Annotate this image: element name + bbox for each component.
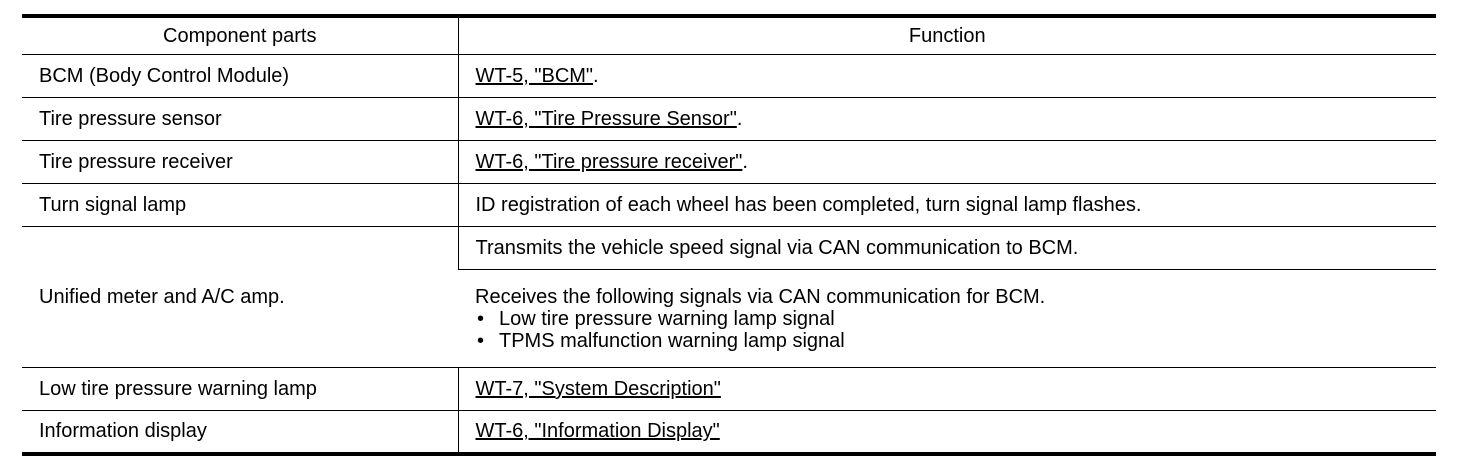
component-table-wrapper: [22, 14, 1436, 456]
reference-link[interactable]: WT-7, "System Description": [475, 378, 721, 400]
function-cell: [458, 55, 1436, 98]
table-row: [22, 141, 1436, 184]
link-suffix: .: [593, 65, 599, 87]
function-cell: [458, 141, 1436, 184]
list-item: [475, 330, 1436, 352]
component-cell: Unified meter and A/C amp.: [22, 227, 458, 368]
bullet-icon: •: [477, 329, 485, 352]
table-header-row: [22, 16, 1436, 55]
link-suffix: .: [742, 151, 748, 173]
reference-link[interactable]: WT-5, "BCM": [475, 65, 594, 87]
table-row: [22, 98, 1436, 141]
component-cell: Information display: [22, 411, 458, 454]
table-row: [22, 368, 1436, 411]
function-cell: [458, 270, 1436, 368]
table-row: [22, 55, 1436, 98]
header-function: Function: [458, 16, 1436, 55]
function-cell: [458, 411, 1436, 454]
bullet-icon: •: [477, 307, 485, 330]
component-function-table: [22, 14, 1436, 456]
function-intro-text: Receives the following signals via CAN communication for BCM.: [475, 285, 1046, 308]
reference-link[interactable]: WT-6, "Tire Pressure Sensor": [475, 108, 737, 130]
function-cell: ID registration of each wheel has been completed, turn signal lamp flashes.: [458, 184, 1436, 227]
signal-list: [475, 308, 1436, 352]
component-cell: Tire pressure sensor: [22, 98, 458, 141]
function-cell: [458, 98, 1436, 141]
component-cell: Turn signal lamp: [22, 184, 458, 227]
reference-link[interactable]: WT-6, "Information Display": [475, 420, 720, 443]
component-cell: Tire pressure receiver: [22, 141, 458, 184]
table-row: [22, 184, 1436, 227]
function-cell: Transmits the vehicle speed signal via CAN communication to BCM.: [458, 227, 1436, 270]
table-row: [22, 227, 1436, 270]
function-cell: [458, 368, 1436, 411]
component-cell: Low tire pressure warning lamp: [22, 368, 458, 411]
header-component-parts: Component parts: [22, 16, 458, 55]
component-cell: BCM (Body Control Module): [22, 55, 458, 98]
link-suffix: .: [736, 108, 743, 130]
reference-link[interactable]: WT-6, "Tire pressure receiver": [475, 151, 743, 173]
list-item-text: Low tire pressure warning lamp signal: [499, 307, 835, 330]
list-item-text: TPMS malfunction warning lamp signal: [499, 329, 845, 352]
table-row: [22, 411, 1436, 454]
list-item: [475, 308, 1436, 330]
